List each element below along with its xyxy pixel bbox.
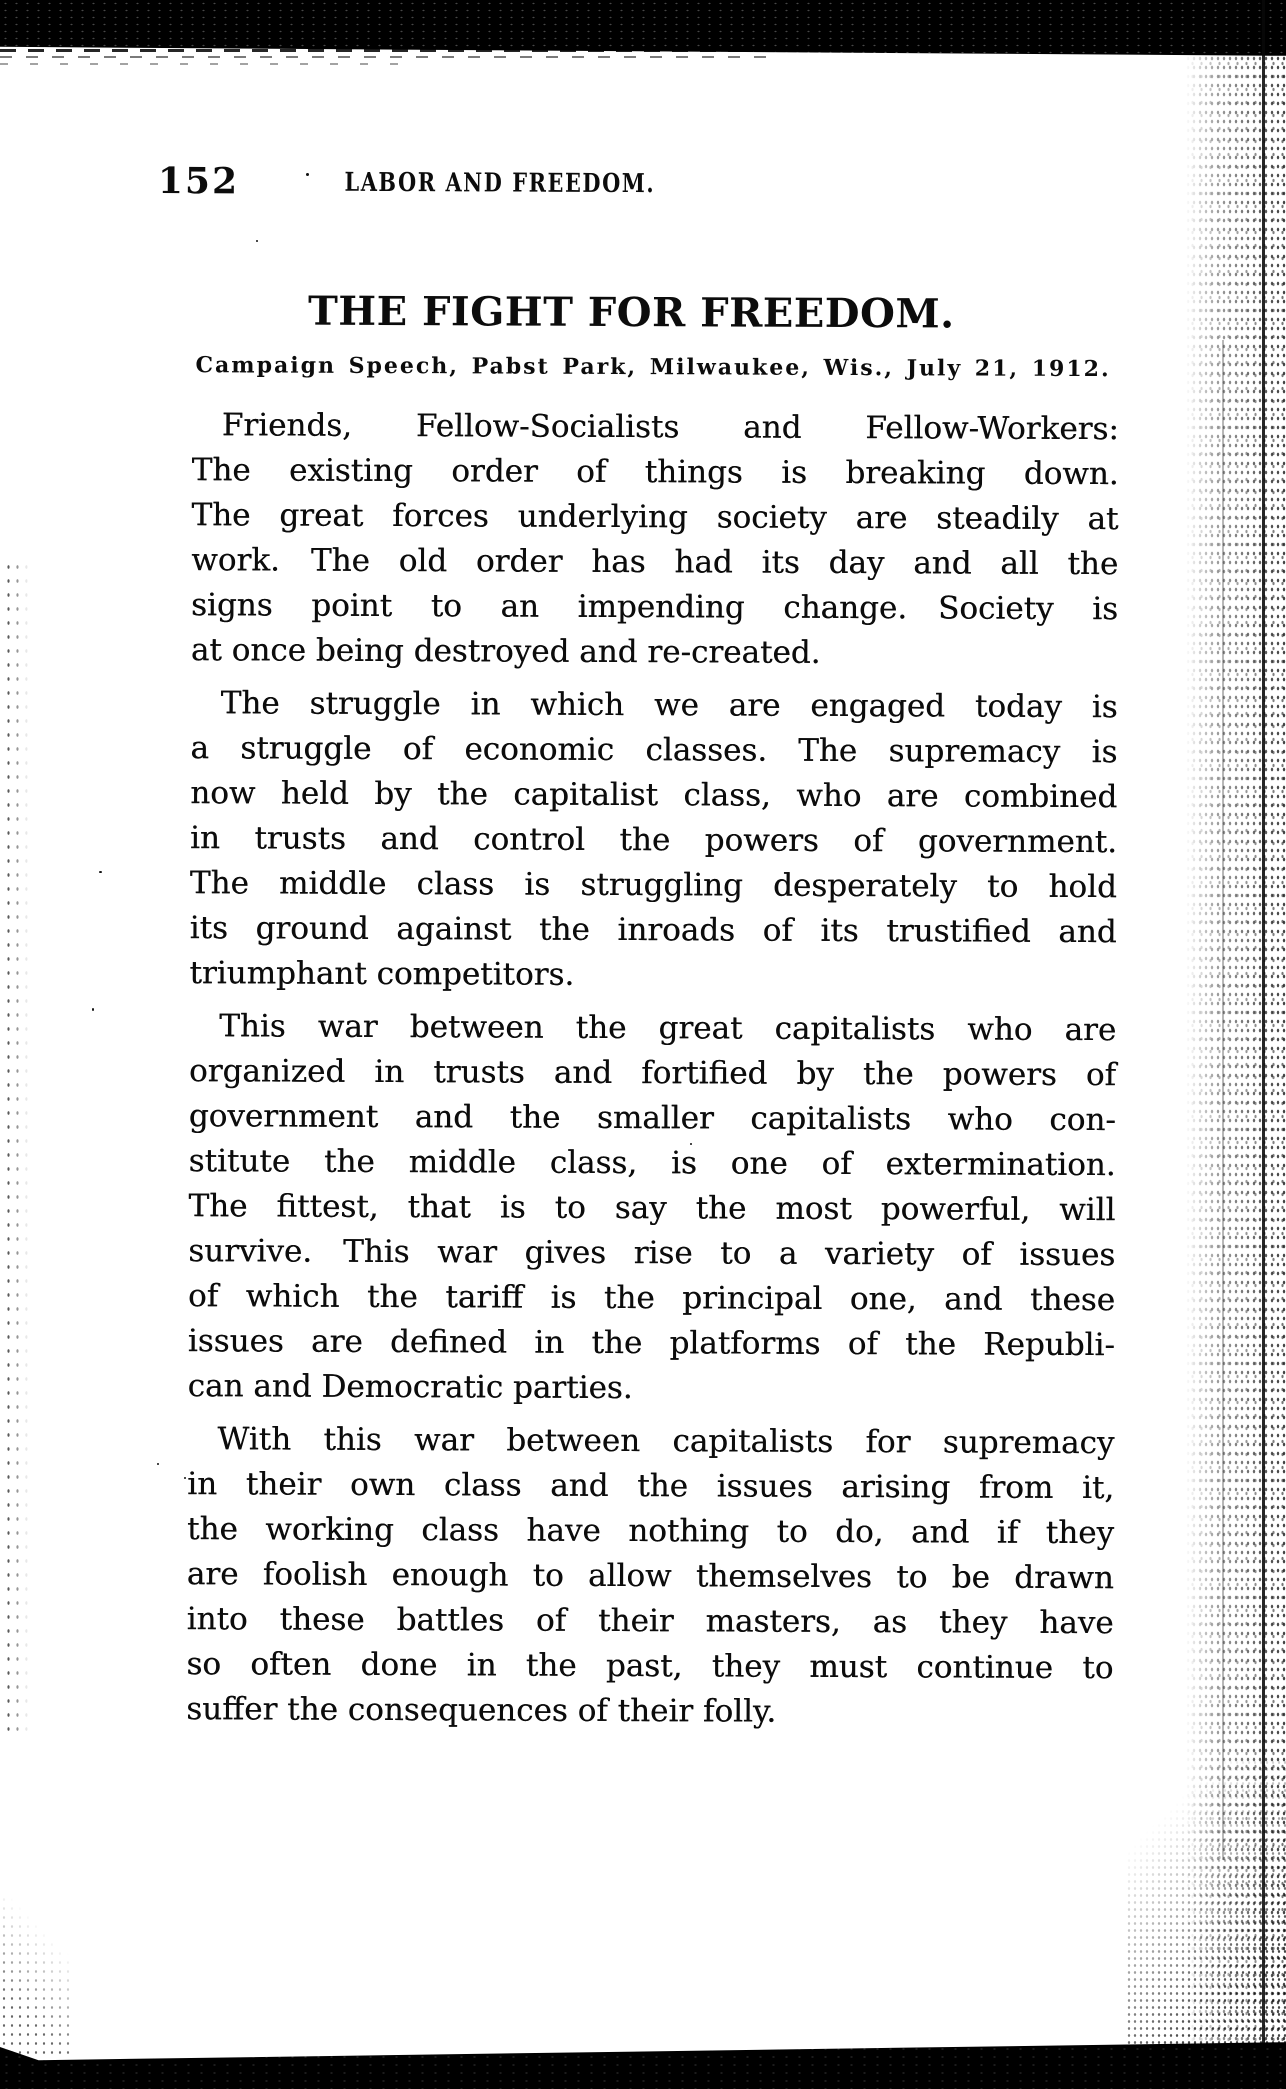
body-line: issues are defined in the platforms of the Republi- (187, 1323, 1115, 1364)
body-line: government and the smaller capitalists who con- (188, 1098, 1116, 1139)
scan-streak (0, 56, 780, 58)
body-line: The fittest, that is to say the most powerful, will (188, 1188, 1116, 1229)
body-line: now held by the capitalist class, who are combined (190, 775, 1118, 816)
body-line: survive. This war gives rise to a variety of issues (188, 1233, 1116, 1274)
body-line: are foolish enough to allow themselves to be drawn (186, 1556, 1114, 1597)
running-head: LABOR AND FREEDOM. (344, 167, 656, 200)
body-line: work. The old order has had its day and all the (191, 542, 1119, 583)
body-line: The existing order of things is breaking down. (191, 452, 1119, 493)
body-line: stitute the middle class, is one of extermination. (188, 1143, 1116, 1184)
scan-speck (92, 1008, 94, 1011)
page-number: 152 (157, 159, 240, 203)
paragraph (186, 1417, 1114, 1736)
paragraph (188, 1004, 1117, 1413)
body-line: The struggle in which we are engaged today is (220, 685, 1118, 726)
scan-speck (256, 240, 258, 242)
scan-noise-left-margin (4, 560, 32, 1740)
scan-streak (0, 63, 420, 65)
scan-noise-bottom-left (0, 1895, 70, 2065)
speech-subtitle: Campaign Speech, Pabst Park, Milwaukee, Wis., July 21, 1912. (195, 352, 1111, 383)
scan-bottom-edge-band (0, 2029, 1286, 2089)
scan-speck (157, 1463, 159, 1465)
body-line: at once being destroyed and re-created. (190, 632, 821, 671)
body-line: signs point to an impending change. Society is (190, 587, 1119, 628)
body-line: the working class have nothing to do, and if they (186, 1511, 1115, 1552)
body-line: triumphant competitors. (189, 955, 575, 993)
body-line: of which the tariff is the principal one, and these (187, 1278, 1116, 1319)
body-line: organized in trusts and fortified by the powers of (188, 1053, 1117, 1094)
scan-speck (306, 173, 309, 176)
body-line: its ground against the inroads of its trustified and (189, 910, 1117, 951)
body-line: in their own class and the issues arising from it, (187, 1466, 1115, 1507)
body-line: The middle class is struggling desperately to hold (189, 865, 1117, 906)
body-line: The great forces underlying society are steadily at (191, 497, 1119, 538)
page-title: THE FIGHT FOR FREEDOM. (307, 287, 955, 338)
body-line: a struggle of economic classes. The supremacy is (190, 730, 1118, 771)
body-line: suffer the consequences of their folly. (186, 1691, 777, 1730)
body-line: can and Democratic parties. (187, 1368, 633, 1407)
paragraph (189, 681, 1117, 1000)
page-edge-line-faint (1222, 340, 1224, 1860)
body-line: This war between the great capitalists who are (219, 1008, 1117, 1049)
scan-streak (0, 49, 1000, 52)
body-line: Friends, Fellow-Socialists and Fellow-Workers: (221, 407, 1119, 448)
body-line: With this war between capitalists for supremacy (217, 1421, 1115, 1462)
page-content (157, 159, 1120, 1730)
scan-speck (99, 871, 102, 873)
paragraph (191, 403, 1119, 677)
scan-noise-bottom-right (1126, 1759, 1286, 2059)
scan-speck (184, 1477, 186, 1479)
body-text (186, 403, 1119, 1736)
body-line: so often done in the past, they must continue to (186, 1646, 1114, 1687)
body-line: into these battles of their masters, as they have (186, 1601, 1114, 1642)
body-line: in trusts and control the powers of government. (189, 820, 1118, 861)
